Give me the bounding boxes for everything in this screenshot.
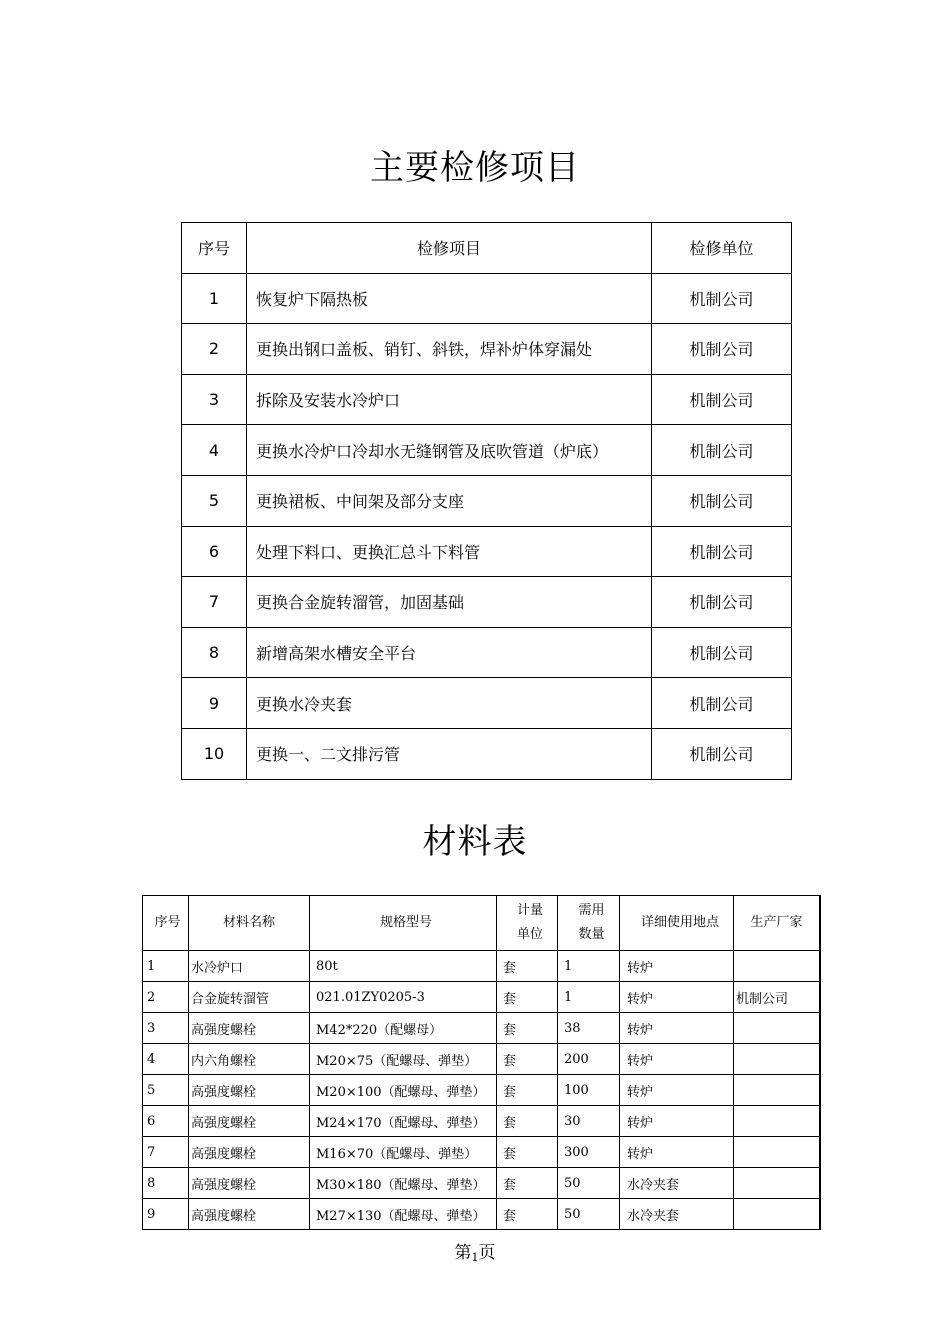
header-spec: 规格型号 <box>310 896 497 951</box>
header-location: 详细使用地点 <box>620 896 734 951</box>
row-material-name: 高强度螺栓 <box>189 1075 310 1106</box>
row-seq: 7 <box>182 577 247 628</box>
row-unit: 机制公司 <box>652 475 792 526</box>
row-location: 转炉 <box>620 1013 734 1044</box>
row-spec: M16×70（配螺母、弹垫） <box>310 1137 497 1168</box>
row-unit: 机制公司 <box>652 374 792 425</box>
table-row <box>143 982 821 1013</box>
row-quantity: 30 <box>558 1106 620 1137</box>
row-manufacturer <box>734 1199 821 1230</box>
row-item: 新增高架水槽安全平台 <box>247 627 652 678</box>
row-location: 转炉 <box>620 1106 734 1137</box>
row-seq: 6 <box>143 1106 189 1137</box>
row-seq: 4 <box>143 1044 189 1075</box>
row-spec: M20×75（配螺母、弹垫） <box>310 1044 497 1075</box>
row-seq: 1 <box>182 273 247 324</box>
table-row <box>182 425 792 476</box>
table-row <box>182 728 792 779</box>
row-quantity: 1 <box>558 982 620 1013</box>
row-unit: 机制公司 <box>652 678 792 729</box>
row-location: 转炉 <box>620 1075 734 1106</box>
row-spec: M42*220（配螺母） <box>310 1013 497 1044</box>
row-measure-unit: 套 <box>497 1137 558 1168</box>
material-table <box>142 895 821 1230</box>
row-location: 转炉 <box>620 951 734 982</box>
row-measure-unit: 套 <box>497 1106 558 1137</box>
row-item: 拆除及安装水冷炉口 <box>247 374 652 425</box>
row-item: 更换水冷炉口冷却水无缝钢管及底吹管道（炉底） <box>247 425 652 476</box>
header-item: 检修项目 <box>247 223 652 274</box>
material-title: 材料表 <box>422 822 528 862</box>
row-quantity: 50 <box>558 1199 620 1230</box>
row-seq: 4 <box>182 425 247 476</box>
row-item: 更换水冷夹套 <box>247 678 652 729</box>
row-item: 恢复炉下隔热板 <box>247 273 652 324</box>
row-material-name: 高强度螺栓 <box>189 1013 310 1044</box>
row-measure-unit: 套 <box>497 1075 558 1106</box>
table-row <box>143 1106 821 1137</box>
header-seq: 序号 <box>143 896 189 951</box>
row-manufacturer: 机制公司 <box>734 982 821 1013</box>
row-quantity: 50 <box>558 1168 620 1199</box>
row-unit: 机制公司 <box>652 425 792 476</box>
row-seq: 6 <box>182 526 247 577</box>
table-row <box>143 1044 821 1075</box>
row-location: 转炉 <box>620 982 734 1013</box>
header-seq: 序号 <box>182 223 247 274</box>
row-seq: 7 <box>143 1137 189 1168</box>
row-seq: 3 <box>143 1013 189 1044</box>
row-manufacturer <box>734 1075 821 1106</box>
row-seq: 1 <box>143 951 189 982</box>
header-quantity: 需用 数量 <box>558 896 620 951</box>
row-item: 处理下料口、更换汇总斗下料管 <box>247 526 652 577</box>
row-manufacturer <box>734 951 821 982</box>
row-location: 转炉 <box>620 1137 734 1168</box>
table-row <box>182 324 792 375</box>
row-unit: 机制公司 <box>652 577 792 628</box>
header-measure-unit: 计量 单位 <box>497 896 558 951</box>
row-spec: M20×100（配螺母、弹垫） <box>310 1075 497 1106</box>
row-measure-unit: 套 <box>497 1199 558 1230</box>
row-material-name: 内六角螺栓 <box>189 1044 310 1075</box>
row-seq: 10 <box>182 728 247 779</box>
row-unit: 机制公司 <box>652 324 792 375</box>
row-measure-unit: 套 <box>497 1168 558 1199</box>
row-material-name: 高强度螺栓 <box>189 1106 310 1137</box>
table-row <box>182 627 792 678</box>
row-measure-unit: 套 <box>497 951 558 982</box>
footer-prefix: 第 <box>454 1243 472 1263</box>
page-number: 1 <box>471 1251 479 1264</box>
row-unit: 机制公司 <box>652 273 792 324</box>
row-material-name: 高强度螺栓 <box>189 1137 310 1168</box>
header-manufacturer: 生产厂家 <box>734 896 821 951</box>
row-measure-unit: 套 <box>497 1044 558 1075</box>
row-seq: 8 <box>143 1168 189 1199</box>
row-item: 更换一、二文排污管 <box>247 728 652 779</box>
row-seq: 9 <box>143 1199 189 1230</box>
repair-title: 主要检修项目 <box>370 148 580 188</box>
table-header-row <box>182 223 792 274</box>
table-row <box>143 1168 821 1199</box>
row-measure-unit: 套 <box>497 982 558 1013</box>
row-spec: M30×180（配螺母、弹垫） <box>310 1168 497 1199</box>
row-manufacturer <box>734 1168 821 1199</box>
table-row <box>143 1137 821 1168</box>
table-row <box>182 273 792 324</box>
row-spec: 021.01ZY0205-3 <box>310 982 497 1013</box>
row-manufacturer <box>734 1137 821 1168</box>
row-seq: 2 <box>182 324 247 375</box>
row-location: 水冷夹套 <box>620 1168 734 1199</box>
row-location: 转炉 <box>620 1044 734 1075</box>
table-row <box>143 951 821 982</box>
table-row <box>182 475 792 526</box>
row-material-name: 高强度螺栓 <box>189 1168 310 1199</box>
header-unit: 检修单位 <box>652 223 792 274</box>
row-unit: 机制公司 <box>652 627 792 678</box>
table-row <box>143 1013 821 1044</box>
footer-suffix: 页 <box>478 1243 496 1263</box>
row-manufacturer <box>734 1044 821 1075</box>
row-seq: 5 <box>143 1075 189 1106</box>
row-manufacturer <box>734 1013 821 1044</box>
table-row <box>182 678 792 729</box>
row-measure-unit: 套 <box>497 1013 558 1044</box>
table-header-row <box>143 896 821 951</box>
table-row <box>182 374 792 425</box>
row-material-name: 合金旋转溜管 <box>189 982 310 1013</box>
row-item: 更换裙板、中间架及部分支座 <box>247 475 652 526</box>
row-material-name: 水冷炉口 <box>189 951 310 982</box>
row-item: 更换出钢口盖板、销钉、斜铁，焊补炉体穿漏处 <box>247 324 652 375</box>
table-row <box>143 1199 821 1230</box>
row-location: 水冷夹套 <box>620 1199 734 1230</box>
row-manufacturer <box>734 1106 821 1137</box>
row-quantity: 200 <box>558 1044 620 1075</box>
row-item: 更换合金旋转溜管，加固基础 <box>247 577 652 628</box>
row-unit: 机制公司 <box>652 526 792 577</box>
row-seq: 3 <box>182 374 247 425</box>
header-material-name: 材料名称 <box>189 896 310 951</box>
repair-items-table <box>181 222 792 780</box>
row-quantity: 100 <box>558 1075 620 1106</box>
table-row <box>182 526 792 577</box>
row-spec: 80t <box>310 951 497 982</box>
row-seq: 8 <box>182 627 247 678</box>
page-footer <box>0 1238 950 1263</box>
row-seq: 5 <box>182 475 247 526</box>
row-spec: M24×170（配螺母、弹垫） <box>310 1106 497 1137</box>
row-seq: 2 <box>143 982 189 1013</box>
row-quantity: 38 <box>558 1013 620 1044</box>
row-spec: M27×130（配螺母、弹垫） <box>310 1199 497 1230</box>
row-quantity: 300 <box>558 1137 620 1168</box>
table-row <box>143 1075 821 1106</box>
row-quantity: 1 <box>558 951 620 982</box>
row-seq: 9 <box>182 678 247 729</box>
row-unit: 机制公司 <box>652 728 792 779</box>
row-material-name: 高强度螺栓 <box>189 1199 310 1230</box>
table-row <box>182 577 792 628</box>
